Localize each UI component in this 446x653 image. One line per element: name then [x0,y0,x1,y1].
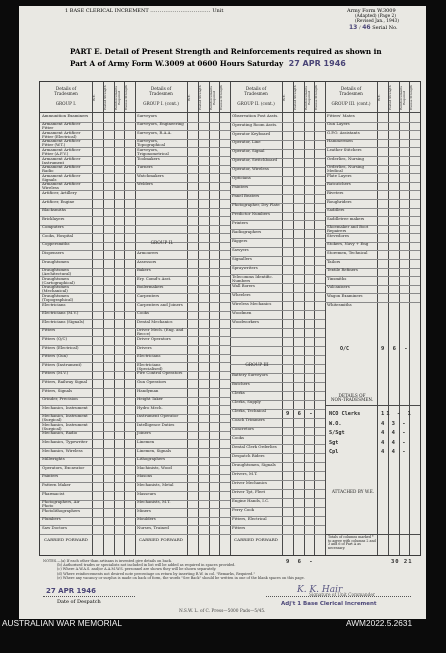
totals-values: 30 21 [391,559,413,565]
date-stamp: 27 APR 1946 [288,59,346,68]
trade-label: Fitters, Railway Signal [42,378,88,384]
trade-label: Textile Refiners [327,267,358,273]
details-of-label: Details of [150,86,172,91]
form-sheet [19,6,426,619]
sub-header: Reinforcements Required [209,85,217,111]
sub-header: Posted Strength [198,85,202,111]
sub-header: Posted Strength [388,85,392,111]
trade-label: Telecomms Identific. Numbers [232,273,273,283]
trade-label: Electricians (M.V.) [42,310,79,316]
trade-label: Sawyers [232,246,249,252]
details-of-label: Details of [340,86,362,91]
trade-label: GROUP III [245,363,269,369]
trade-label: Gun Layers [327,121,350,127]
note-line: (d) Where reinforcements not desired note percentage on return by inserting R.W. in col. "Remarks, Required." [57,571,256,576]
trade-label: Toolmakers [137,155,160,161]
carried-forward-1: CARRIED FORWARD [44,537,88,542]
sub-header: Excess Strength [219,85,223,111]
unit-line: 1 BASE CLERICAL INCREMENT ................................ Unit [65,8,224,14]
trade-label: Surveyors, Engineering [137,121,184,127]
archive-footer [0,619,446,653]
sub-header: W.E. [187,94,191,102]
trade-label: Operator, Switchboard [232,157,277,163]
trade-label: Electricians [137,353,161,359]
trade-label: Stevedores [327,232,350,238]
trade-label: Hydro Mech. [137,404,163,410]
trade-label: Mechanics, Typewriter [42,439,88,445]
trade-label: Driver Mechanics [232,479,268,485]
trade-label: Nurses, Trained [137,525,169,530]
trade-label: Fitters [232,524,246,530]
trade-label: Dental Mechanics [137,318,173,324]
trade-label: Mechanics, Instrument [42,404,88,410]
trade-label: Painters [232,184,249,190]
trade-label: Blacksmiths [42,207,66,213]
form-revised: (Revised Jan., 1943) [355,19,399,24]
group-3-cont-header [325,87,377,107]
trade-label: Fitters (Instrument) [42,361,82,367]
trade-label: Armament Artificer Radio [42,164,81,174]
sub-header: Posted Strength [103,85,107,111]
trade-label: Draughtsmen (Mechanical) [42,284,69,294]
trade-label: Whitesmiths [327,301,352,307]
trade-label: Linemen [137,439,155,445]
non-trade-values: 11 ‑ 1 [381,411,413,417]
trade-label: Fitters [42,327,56,333]
adj-line: Adj't 1 Base Clerical Increment [281,601,377,607]
trade-label: Orderlies, Nursing [327,155,364,161]
note-line: (b) Authorised trades or specialists not included in list will be added as required in spaces provided. [57,563,236,568]
sub-header: Posted Strength [293,85,297,111]
trade-label: Riveters [327,189,344,195]
non-tradesmen-heading: NON-TRADESMEN. [330,397,374,402]
oc-label: O/C [340,346,350,352]
trade-label: Mechanics, Radio [42,430,78,436]
sub-header: Excess Strength [314,85,318,111]
sub-header: W.E. [92,94,96,102]
title-line-1: PART E. Detail of Present Strength and Reinforcements required as shown in [70,47,382,56]
trade-label: Gun Operators [137,378,167,384]
group-1-header [40,87,92,107]
non-trade-label: Cpl [329,449,339,456]
trade-label: Photolithographers [42,507,81,513]
note-line: (e) Where any vacancy or surplus is made on back of form, the words "See Back" should be written in one of the blank spaces on this page. [57,575,305,580]
trade-label: Operator, Wireless [232,166,269,172]
footer-left: AUSTRALIAN WAR MEMORIAL [2,618,123,628]
form-adapted: (Adapted) (Page 2) [355,14,396,19]
trade-label: Hammermen [327,138,353,144]
trade-label: Clerks, Technical [232,408,266,414]
form-serial: 13 / 46 Serial No. [349,24,398,31]
trade-label: Spraywriters [232,264,258,270]
trade-label: Concretors [232,426,254,432]
trade-label: Stokers, Navy + Eng [327,241,369,247]
trade-label: Carpenters and Joiners [137,301,183,307]
trade-label: Wall Borers [232,282,255,288]
trade-label: Carpenters [137,293,160,299]
footer-right: AWM2022.5.2631 [346,618,413,628]
trade-label: Operator, Line [232,139,261,145]
carried-values: 9 6 - [286,559,316,565]
trade-label: Dental Clerk Orderlies [232,444,277,450]
clerks-values: 9 6 - [286,411,316,417]
tradesmen-label: Tradesmen [339,90,363,96]
sub-header: W.E. [377,94,381,102]
trade-label: Saw Doctors [42,525,67,530]
trade-label: Vulcanisers [327,284,350,290]
trade-label: Driver Mech. (Eng. and Recce) [137,327,184,337]
trade-label: Cooks [232,435,245,441]
trade-label: Ratcatchers [327,181,351,187]
trade-label: Cooks [137,310,150,316]
carried-forward-3: CARRIED FORWARD [234,537,278,542]
non-trade-values: 4 4 - [381,449,408,456]
trade-label: Draughtsmen (Cartographical) [42,275,75,285]
trade-label: Radiographers [232,229,262,235]
trade-label: Bricklayers [42,215,65,221]
form-no-left: 13 [349,24,358,31]
trade-label: G.P.O. Assistants [327,129,360,135]
attached-by-we: ATTACHED BY W.E. [331,489,375,494]
tradesmen-label: Tradesmen [149,90,173,96]
trade-label: Computers [42,224,64,230]
trade-label: Storemen, Technical [327,250,368,256]
trade-label: Operating Room Assts. [232,121,278,127]
note-line: (c) Where A.W.A.S. and/or A.A.M.W.S. personnel are shown they will be shown separately. [57,567,217,572]
trade-label: Surveyors, Trigonometrical [137,146,169,156]
trade-label: Shoemaker and Boot Repairers [327,224,369,234]
trade-label: Operators, Excavator [42,464,85,470]
sign-label: Signature of Unit Commander [309,593,375,598]
trade-label: Electricians [42,301,66,307]
non-trade-values: 4 4 - [381,430,408,437]
sub-header: Reinforcements Required [114,85,122,111]
trade-label: Ferry Cook [232,506,254,512]
non-trade-label: W.O. [329,420,342,427]
trade-label: Ammunition Examiners [42,112,89,118]
trade-label: Woodworkers [232,318,259,324]
trade-label: Moulders [137,516,156,522]
trade-label: Panel Beaters [232,193,260,199]
trade-label: Clerks, Supply [232,399,261,405]
trade-label: Operator Keyboard [232,130,270,136]
sub-header: Reinforcements Required [399,85,407,111]
trade-label: Predictor Numbers [232,211,270,217]
trade-label: Millwrights [42,456,65,462]
trade-label: Printers [232,220,248,226]
trade-label: Driver Operators [137,335,171,341]
trade-label: Mechanists, M.T. [137,499,171,505]
trade-label: Saddlers [327,207,345,213]
trade-label: Draughtsmen (Architectural) [42,267,72,277]
details-of-label: Details of [55,86,77,91]
trade-label: Tailors [327,258,341,264]
trade-label: Welders [137,181,153,187]
trade-label: Saddletree makers [327,215,365,221]
trade-label: Joiners [137,430,151,436]
form-name: Army Form W.3009 [347,8,396,14]
trade-label: Fire Control Operators [137,370,183,376]
group-2-cont-label: GROUP II. (cont.) [237,101,275,107]
trade-label: Mechanics, Wireless [42,447,83,453]
serial-label: Serial No. [372,25,398,31]
trade-label: Height Taker [137,396,163,402]
trade-label: Armament Artificer Instrument [42,155,81,165]
trade-label: Clerks [232,390,245,396]
trade-label: Orderlies, Nursing Medical [327,164,364,174]
trade-label: Woodmen [232,309,252,315]
trade-label: Driver Tpt, Fleet [232,488,266,494]
unit-label: Unit [212,8,224,14]
trade-label: Drivers [137,344,152,350]
trade-label: Observation Post Assts. [232,112,279,118]
sub-header: W.E. [282,94,286,102]
trade-label: Intelligence Duties [137,421,175,427]
trade-label: Photographers, Air Photo [42,499,80,509]
trade-label: Fitters (Electrical) [42,344,79,350]
tradesmen-label: Tradesmen [244,90,268,96]
trade-label: Butchers [232,381,250,387]
trade-label: Armament Artificer Wireless [42,181,81,191]
group-1-cont-label: GROUP I. (cont.) [143,101,179,107]
group-3-cont-label: GROUP III. (cont.) [331,101,371,107]
trade-label: Draughtsmen (Topographical) [42,293,74,303]
group-1-cont-header [135,87,187,107]
trade-label: Leather Stitchers [327,146,362,152]
trade-label: Masons [137,473,153,479]
trade-label: Signallers [232,255,252,261]
trade-label: Armament Artificer Fitter (W.T.) [42,138,81,148]
trade-label: Bakers [137,267,151,273]
trade-label: Instrument Operator [137,413,179,419]
note-line: NOTES.—(a) If each other than artisans is invented give details on back. [43,559,172,563]
trade-label: Mechanics, Instrument (Surgical) [42,421,88,431]
trade-label: Lithographers [137,456,166,462]
trade-label: Draughtsmen, Signals [232,461,276,467]
title-line-2-text: Part A of Army Form W.3009 at 0600 Hours Saturday [70,59,284,68]
trade-label: Dispensers [42,250,64,256]
trade-label: Opticians [232,175,251,181]
trade-label: Assessors [137,258,157,264]
trade-label: Mechanists, Metal [137,482,174,488]
despatch-date: 27 APR 1946 [46,587,97,595]
sub-header: Excess Strength [409,85,413,111]
trade-label: Surveyors, Topographical [137,138,166,148]
trade-label: Ery. Comd's Asst. [137,275,172,281]
trade-label: Cooks, Hospital [42,232,74,238]
trade-label: Drivers, M.T. [232,470,258,476]
trade-label: Pharmacist [42,490,65,496]
trade-label: Grinder, Precision [42,396,78,402]
trade-label: Armourers [137,250,159,256]
trade-label: Electricians (Specialised) [137,361,163,371]
trade-label: Machinists, Wood [137,464,172,470]
title-line-2 [70,60,346,68]
trade-label: Despatch Riders [232,452,265,458]
tradesmen-label: Tradesmen [54,90,78,96]
form-no-right: 46 [362,24,371,31]
details-of-heading: DETAILS OF [338,393,366,398]
trade-label: Fitters, Signals [42,387,73,393]
trade-label: Armament Artificer Fitter [42,121,81,131]
oc-values: 9 6 - [381,346,411,352]
trade-label: Wagon Examiners [327,293,363,299]
trade-label: Coach Trimmers [232,417,265,423]
trade-label: Armament Artificer Signals [42,172,81,182]
group-2-cont-header [230,87,282,107]
trade-label: Tinsmiths [327,275,347,281]
details-of-label: Details of [245,86,267,91]
trade-label: Armament Artificer Fitter (A.F.V.) [42,146,81,156]
notes-block [43,559,305,580]
trade-label: Surveyors [137,112,157,118]
trade-label: Pattern Maker [42,482,71,488]
trade-label: Mechanics, Instrument (Surgical) [42,413,88,423]
trade-label: Plumbers [42,516,61,522]
trade-label: Painters [42,473,59,479]
trade-label: Wheelers [232,291,251,297]
sub-header: Reinforcements Required [304,85,312,111]
trade-label: Watchmakers [137,172,164,178]
trade-label: Handyman [137,387,159,393]
trade-label: Artificer, Engine [42,198,75,204]
trade-label: Surveyors, R.A.A. [137,129,172,135]
print-line: N.S.W. L. of C. Press—5000 Pads—5/45. [179,609,266,614]
trade-label: Engine Hands, I.C. [232,497,270,503]
trade-label: Fitters, Electrical [232,515,267,521]
trade-label: Masseurs [137,490,156,496]
non-trade-label: S/Sgt [329,430,345,437]
trade-label: Miners [137,507,151,513]
trade-label: Boilermakers [137,284,164,290]
trade-label: Fitters (Q/C) [42,335,67,341]
trade-label: Operator, Signal [232,148,265,154]
trade-label: Linemen, Signals [137,447,172,453]
trade-label: Electricians (Signals) [42,318,85,324]
trade-label: Photographer, Dry Plate [232,202,280,208]
non-trade-values: 4 3 - [381,420,408,427]
sub-header: Excess Strength [124,85,128,111]
carried-forward-2: CARRIED FORWARD [139,537,183,542]
trade-label: Roughriders [327,198,352,204]
details-non-trades-heading [327,394,377,402]
trade-label: Fitters (Gun) [42,353,68,359]
trade-label: Fitters' Mates [327,112,355,118]
group-1-label: GROUP I. [55,101,77,107]
non-trade-label: NCO Clerks [329,411,361,417]
trade-label: Fitters (M.V.) [42,370,69,376]
trade-label: Battery Surveyors [232,372,268,378]
trade-label: Armament Artificer Fitter (Electrical) [42,129,81,139]
trade-label: Wireless Mechanics [232,300,272,306]
signature: K. K. Hair [297,585,343,595]
trade-label: Coppersmiths [42,241,70,247]
unit-name: 1 BASE CLERICAL INCREMENT [65,8,149,14]
trade-label: Turners [137,164,153,170]
non-trade-values: 4 4 - [381,439,408,446]
despatch-label: Date of Despatch [57,599,101,605]
trade-label: Draughtsmen [42,258,69,264]
trade-label: Plate Layers [327,172,352,178]
trade-label: GROUP II. [150,241,174,247]
trade-label: Artificer, Artillery [42,189,77,195]
totals-note: Totals of columns marked * to agree with columns 2 and 3 and 6 of Part A as necessary. [328,535,376,550]
non-trade-label: Sgt [329,439,339,446]
trade-label: Riggers [232,238,248,243]
